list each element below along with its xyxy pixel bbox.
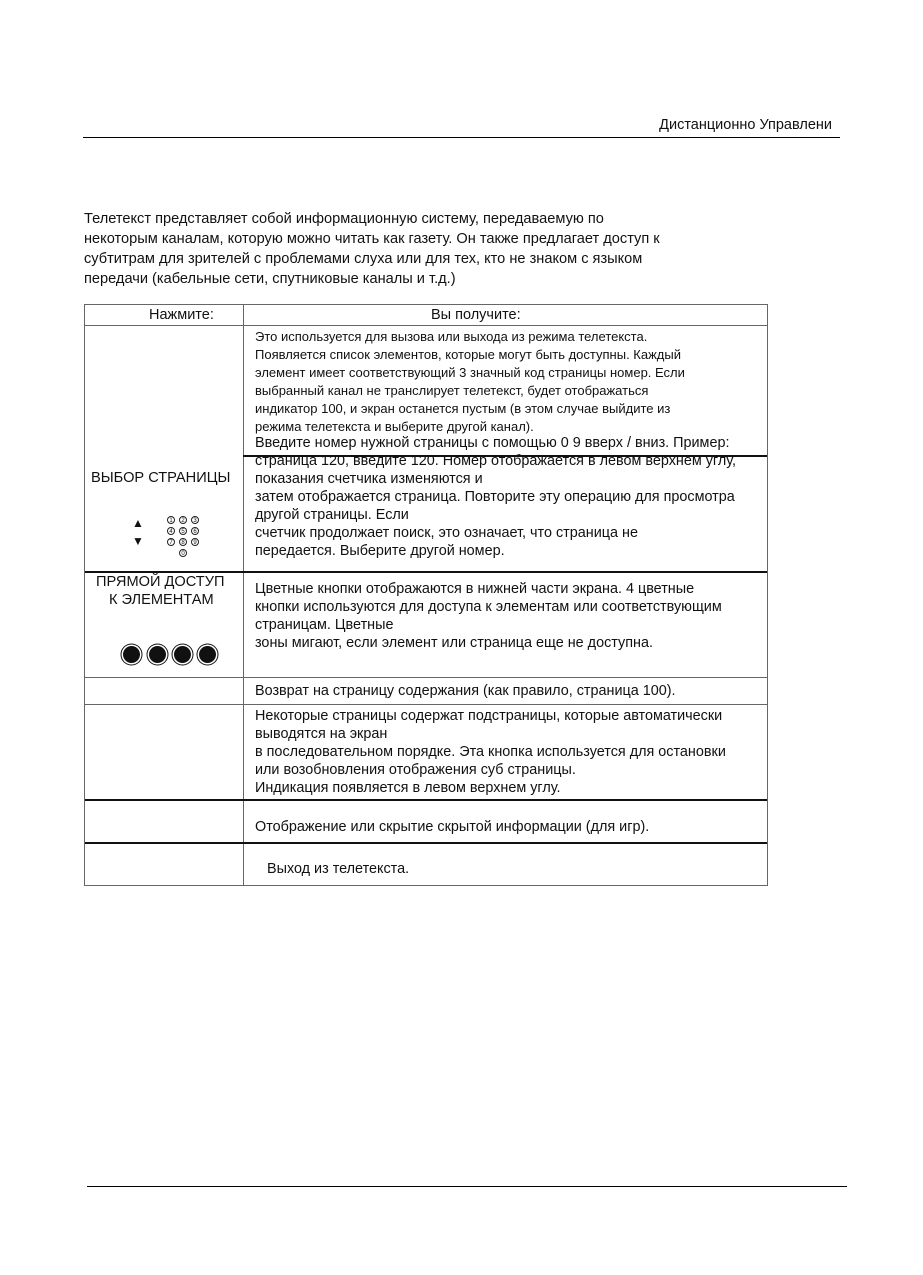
row-text: страницам. Цветные [255,617,394,633]
intro-line: Телетекст представляет собой информационную систему, передаваемую по [84,211,604,227]
footer-rule [87,1186,847,1187]
row-divider [85,704,767,705]
digit-key-icon: 5 [179,527,187,535]
row-teletext-description [255,328,771,436]
digit-key-icon: 7 [167,538,175,546]
row-text: другой страницы. Если [255,507,409,523]
direct-access-label: ПРЯМОЙ ДОСТУП [96,574,225,590]
intro-line: передачи (кабельные сети, спутниковые каналы и т.д.) [84,271,456,287]
row-text: зоны мигают, если элемент или страница еще не доступна. [255,635,653,651]
row-divider [85,842,767,844]
color-button-icon [123,646,140,663]
row-text: Это используется для вызова или выхода из режима телетекста. [255,329,648,344]
intro-paragraph [84,209,734,289]
arrow-down-icon: ▼ [132,534,144,548]
row-divider [85,677,767,678]
digit-key-icon: 3 [191,516,199,524]
digit-key-icon: 8 [179,538,187,546]
row-text: элемент имеет соответствующий 3 значный код страницы номер. Если [255,365,685,380]
intro-line: субтитрам для зрителей с проблемами слуха или для тех, кто не знаком с языком [84,251,643,267]
row-text: показания счетчика изменяются и [255,471,483,487]
row-text: затем отображается страница. Повторите эту операцию для просмотра [255,489,735,505]
color-button-icon [149,646,166,663]
header-press: Нажмите: [149,307,214,323]
digit-key-icon: 2 [179,516,187,524]
row-text: выводятся на экран [255,726,388,742]
page-select-label: ВЫБОР СТРАНИЦЫ [91,470,231,486]
row-page-select-description [255,452,771,560]
row-text: кнопки используются для доступа к элементам или соответствующим [255,599,722,615]
header-divider [85,325,767,326]
row-text: Введите номер нужной страницы с помощью 0 9 вверх / вниз. Пример: [255,435,730,451]
header-rule [83,137,840,138]
row-index-description: Возврат на страницу содержания (как правило, страница 100). [255,683,676,699]
row-text: или возобновления отображения суб страницы. [255,762,576,778]
row-text: Индикация появляется в левом верхнем углу. [255,780,561,796]
digit-key-icon: 4 [167,527,175,535]
row-text: выбранный канал не транслирует телетекст, будет отображаться [255,383,649,398]
color-button-icon [174,646,191,663]
row-text: страница 120, введите 120. Номер отображается в левом верхнем углу, [255,453,737,469]
row-text: счетчик продолжает поиск, это означает, что страница не [255,525,638,541]
row-text: Некоторые страницы содержат подстраницы, которые автоматически [255,708,723,724]
row-text: Появляется список элементов, которые могут быть доступны. Каждый [255,347,681,362]
row-subpage-description [255,707,771,797]
digit-key-icon: 1 [167,516,175,524]
row-text: режима телетекста и выберите другой канал). [255,419,534,434]
row-text: в последовательном порядке. Эта кнопка используется для остановки [255,744,726,760]
digit-key-icon: 6 [191,527,199,535]
color-button-icon [199,646,216,663]
column-divider [243,305,244,885]
header-get: Вы получите: [431,307,521,323]
intro-line: некоторым каналам, которую можно читать как газету. Он также предлагает доступ к [84,231,660,247]
row-text: индикатор 100, и экран останется пустым (в этом случае выйдите из [255,401,671,416]
row-divider [85,799,767,801]
row-reveal-description: Отображение или скрытие скрытой информации (для игр). [255,819,650,835]
teletext-table [84,304,768,886]
digit-key-icon: 9 [191,538,199,546]
header-title: Дистанционно Управлени [659,117,832,133]
direct-access-label: К ЭЛЕМЕНТАМ [109,592,214,608]
row-exit-description: Выход из телетекста. [267,861,410,877]
digit-key-icon: 0 [179,549,187,557]
row-text: Цветные кнопки отображаются в нижней части экрана. 4 цветные [255,581,695,597]
arrow-up-icon: ▲ [132,516,144,530]
row-text: передается. Выберите другой номер. [255,543,505,559]
row-direct-access-description [255,580,771,652]
